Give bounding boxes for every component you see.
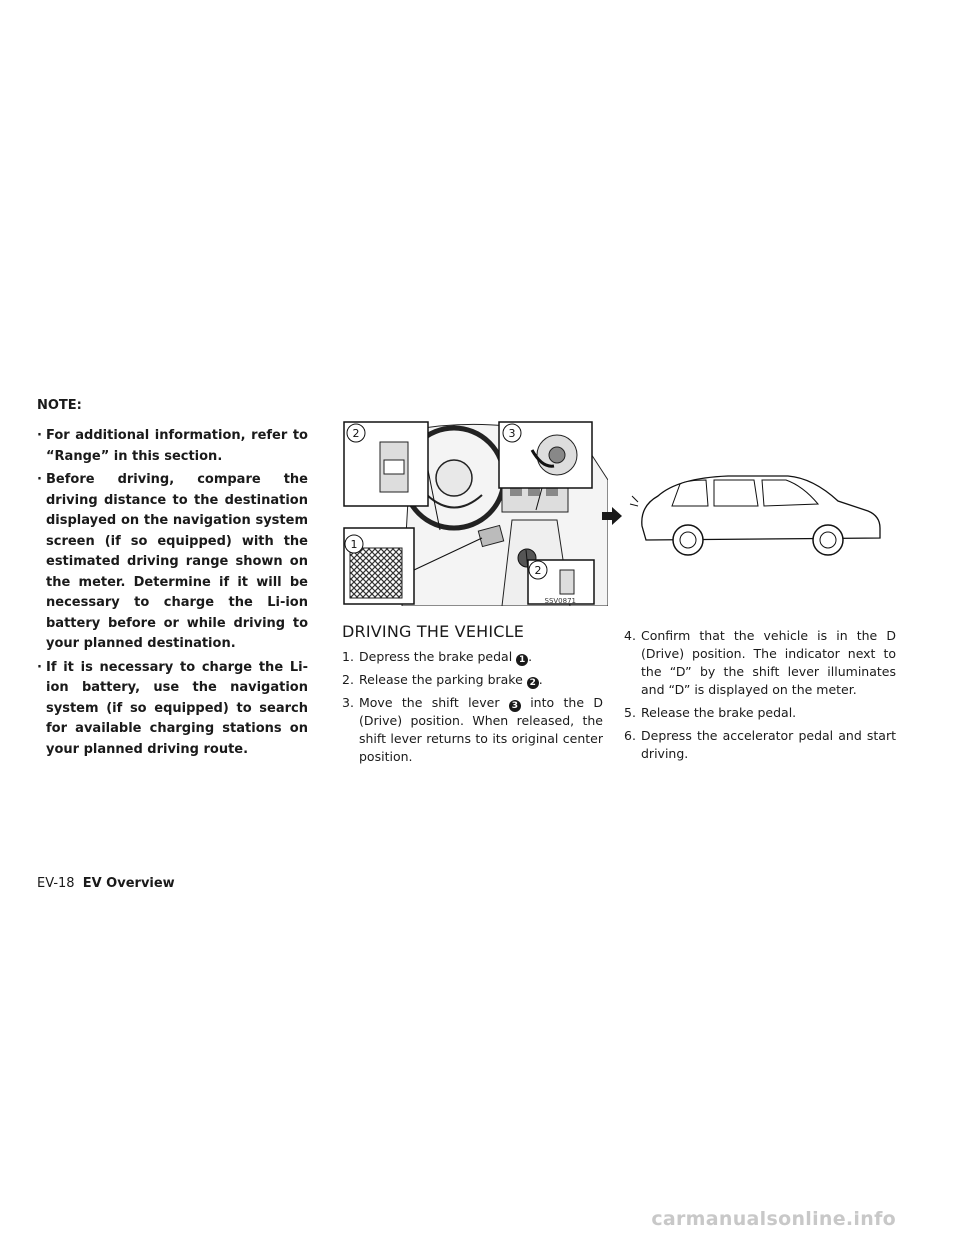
note-block [37,398,308,763]
section-title: DRIVING THE VEHICLE [342,622,525,641]
steps-column-1 [342,648,603,771]
page-number: EV-18 [37,876,75,891]
callout-2: 2 [352,427,360,440]
callout-marker: 2 [527,677,539,689]
step-item: 6. Depress the accelerator pedal and start driving. [624,728,896,761]
step-item: 2. Release the parking brake 2 . [342,672,543,688]
callout-2b: 2 [534,564,542,577]
note-bullet: · For additional information, refer to “Range” in this section. [37,428,308,464]
step-item: 1. Depress the brake pedal 1 . [342,649,533,665]
steps-column-2 [624,627,896,768]
figure-code: SSV0871 [544,597,576,605]
footer-section-title: EV Overview [82,876,175,891]
step-item: 3. Move the shift lever 3 into the D (Drive) position. When released, the shift lever returns to its original center position. [342,695,603,764]
callout-marker: 1 [516,654,528,666]
callout-1: 1 [350,538,358,551]
bullet-dot: · [37,659,42,675]
watermark: carmanualsonline.info [651,1208,896,1230]
note-bullet: · If it is necessary to charge the Li-ion battery, use the navigation system (if so equipped) to search for available charging stations on your planned driving route. [37,659,308,757]
cockpit-illustration [342,420,608,606]
arrow-right-icon [601,506,623,526]
page-footer [37,876,175,891]
callout-marker: 3 [509,700,521,712]
step-item: 4. Confirm that the vehicle is in the D (Drive) position. The indicator next to the “D” by the shift lever illuminates and “D” is displayed on the meter. [624,628,896,697]
note-heading: NOTE: [37,398,82,413]
bullet-dot: · [37,472,42,487]
callout-3: 3 [508,427,516,440]
step-item: 5. Release the brake pedal. [624,705,797,720]
note-bullet: · Before driving, compare the driving distance to the destination displayed on the navigation system screen (if so equipped) with the estimated driving range shown on the meter. Determine if it will be necessary to charge the Li-ion battery before or while driving to your planned destination. [37,472,308,651]
car-illustration [628,466,885,566]
bullet-dot: · [37,428,42,443]
